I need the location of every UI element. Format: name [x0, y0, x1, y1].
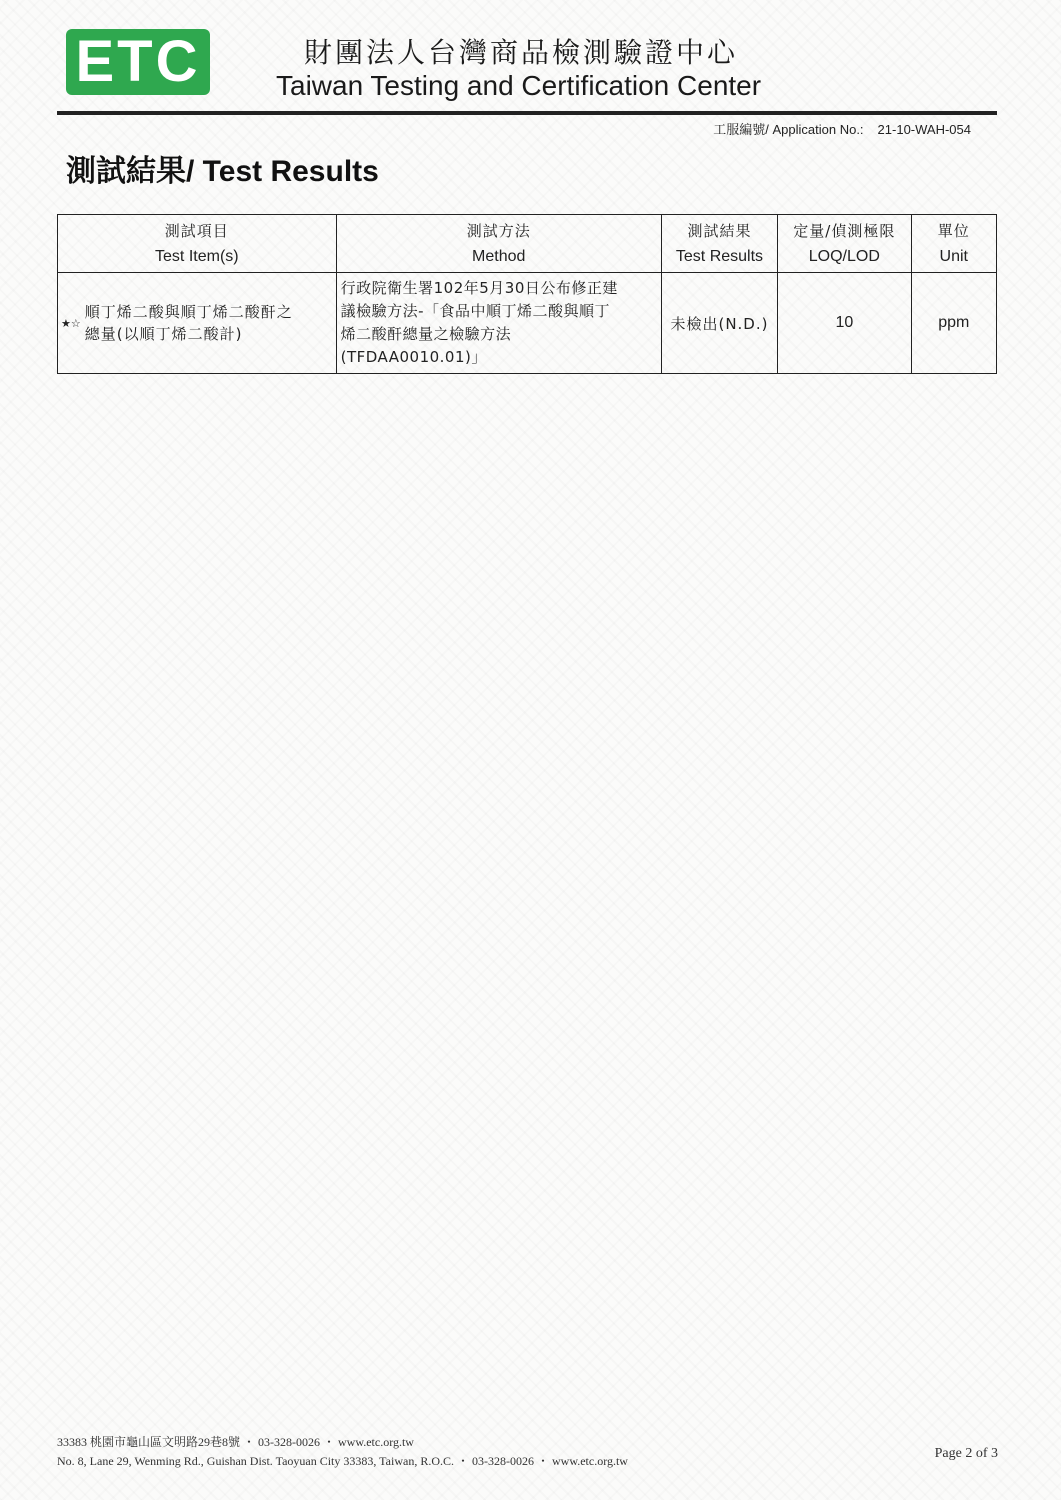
- header-test-item: [58, 215, 337, 273]
- cell-test-result: 未檢出(N.D.): [661, 273, 777, 374]
- application-number: [713, 119, 971, 138]
- accreditation-star-marks: ★☆: [61, 317, 81, 330]
- header-loq-lod: [778, 215, 911, 273]
- application-value: 21-10-WAH-054: [877, 122, 971, 137]
- header-unit-en: Unit: [939, 247, 968, 265]
- cell-loq-lod: 10: [778, 273, 911, 374]
- etc-logo: ETC: [66, 29, 210, 95]
- footer-address: [57, 1433, 628, 1471]
- test-item-line: 順丁烯二酸與順丁烯二酸酐之: [84, 303, 293, 321]
- method-line: (TFDAA0010.01)」: [340, 348, 487, 366]
- header-loq-lod-zh: 定量/偵測極限: [793, 221, 896, 240]
- header-method-en: Method: [472, 247, 526, 265]
- header-unit-zh: 單位: [937, 221, 970, 240]
- application-label: 工服編號/ Application No.:: [713, 122, 864, 137]
- page-title: 測試結果/ Test Results: [66, 155, 379, 188]
- test-item-text: [85, 301, 293, 345]
- cell-test-item: [58, 273, 337, 374]
- cell-unit: ppm: [911, 273, 996, 374]
- header-test-results: [661, 215, 777, 273]
- results-table: [57, 214, 997, 374]
- header-method-zh: 測試方法: [466, 221, 531, 240]
- page-number: Page 2 of 3: [934, 1446, 998, 1461]
- header-test-results-zh: 測試結果: [687, 221, 752, 240]
- header-test-results-en: Test Results: [675, 247, 764, 265]
- header-divider: [57, 111, 997, 115]
- footer-address-en: No. 8, Lane 29, Wenming Rd., Guishan Dist. Taoyuan City 33383, Taiwan, R.O.C. ・ 03-328-0026 ・ www.etc.org.tw: [57, 1454, 628, 1468]
- org-name-zh: 財團法人台灣商品檢測驗證中心: [304, 36, 739, 69]
- method-line: 烯二酸酐總量之檢驗方法: [340, 325, 512, 343]
- header-test-item-en: Test Item(s): [155, 247, 239, 265]
- footer-address-zh: 33383 桃園市龜山區文明路29巷8號 ・ 03-328-0026 ・ www.etc.org.tw: [57, 1435, 414, 1449]
- method-line: 議檢驗方法-「食品中順丁烯二酸與順丁: [340, 302, 611, 320]
- table-row: [58, 273, 997, 374]
- header-unit: [911, 215, 996, 273]
- method-line: 行政院衛生署102年5月30日公布修正建: [340, 279, 618, 297]
- header-loq-lod-en: LOQ/LOD: [808, 247, 880, 265]
- cell-method: [336, 273, 661, 374]
- header-test-item-zh: 測試項目: [164, 221, 229, 240]
- org-name-en: Taiwan Testing and Certification Center: [276, 70, 762, 101]
- header-method: [336, 215, 661, 273]
- table-header-row: [58, 215, 997, 273]
- test-item-line: 總量(以順丁烯二酸計): [84, 325, 243, 343]
